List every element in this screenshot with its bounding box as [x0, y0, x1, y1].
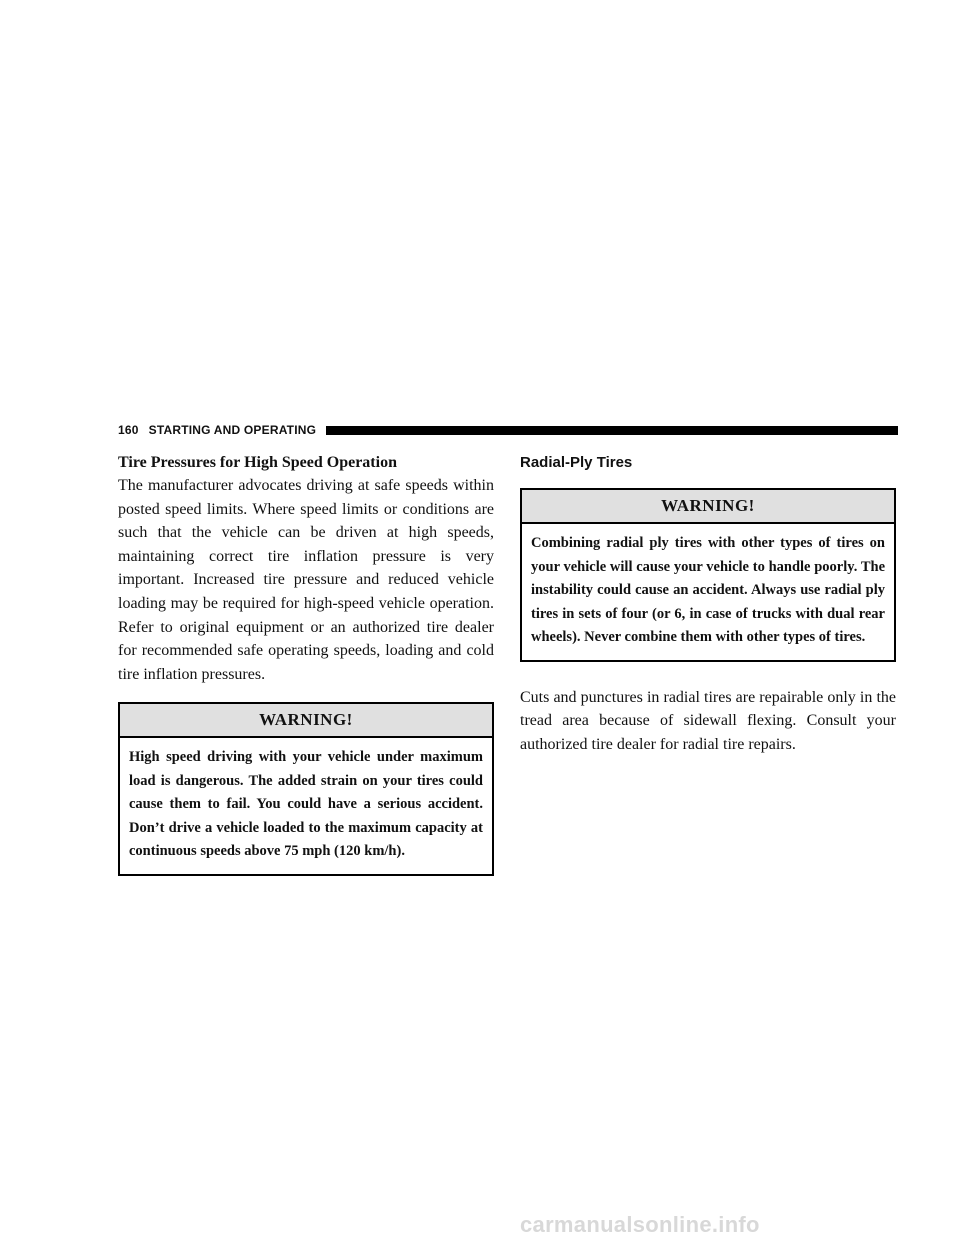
header-rule — [326, 426, 898, 435]
radial-repair-paragraph: Cuts and punctures in radial tires are repairable only in the tread area because of sidewall flexing. Consult your authorized tire dealer for radial tire repairs. — [520, 688, 896, 753]
tire-pressure-paragraph: The manufacturer advocates driving at safe speeds within posted speed limits. Where speed limits or conditions are such that the vehicle can be driven at high speeds, maintaining correct tire inflation pressure is very important. Increased tire pressure and reduced vehicle loading may be required for high-speed vehicle operation. Refer to original equipment or an authorized tire dealer for recommended safe operating speeds, loading and cold tire inflation pressures. — [118, 477, 494, 683]
radial-ply-warning-box — [520, 488, 896, 662]
right-column — [520, 452, 896, 756]
tire-pressure-heading: Tire Pressures for High Speed Operation — [118, 454, 397, 471]
watermark: carmanualsonline.info — [520, 1212, 760, 1237]
page-header — [118, 422, 898, 438]
high-speed-warning-box — [118, 702, 494, 876]
section-title: STARTING AND OPERATING — [148, 423, 317, 437]
radial-ply-heading: Radial-Ply Tires — [520, 454, 633, 471]
warning-text: High speed driving with your vehicle under maximum load is dangerous. The added strain on your tires could cause them to fail. You could have a serious accident. Don’t drive a vehicle loaded to the maximum capacity at continuous speeds above 75 mph (120 km/h). — [129, 749, 483, 860]
left-column — [118, 452, 494, 876]
warning-text: Combining radial ply tires with other types of tires on your vehicle will cause your vehicle to handle poorly. The instability could cause an accident. Always use radial ply tires in sets of four (or 6, in case of trucks with dual rear wheels). Never combine them with other types of tires. — [531, 535, 885, 645]
page-number: 160 — [118, 423, 139, 437]
warning-title: WARNING! — [120, 704, 492, 738]
warning-title: WARNING! — [522, 490, 894, 524]
